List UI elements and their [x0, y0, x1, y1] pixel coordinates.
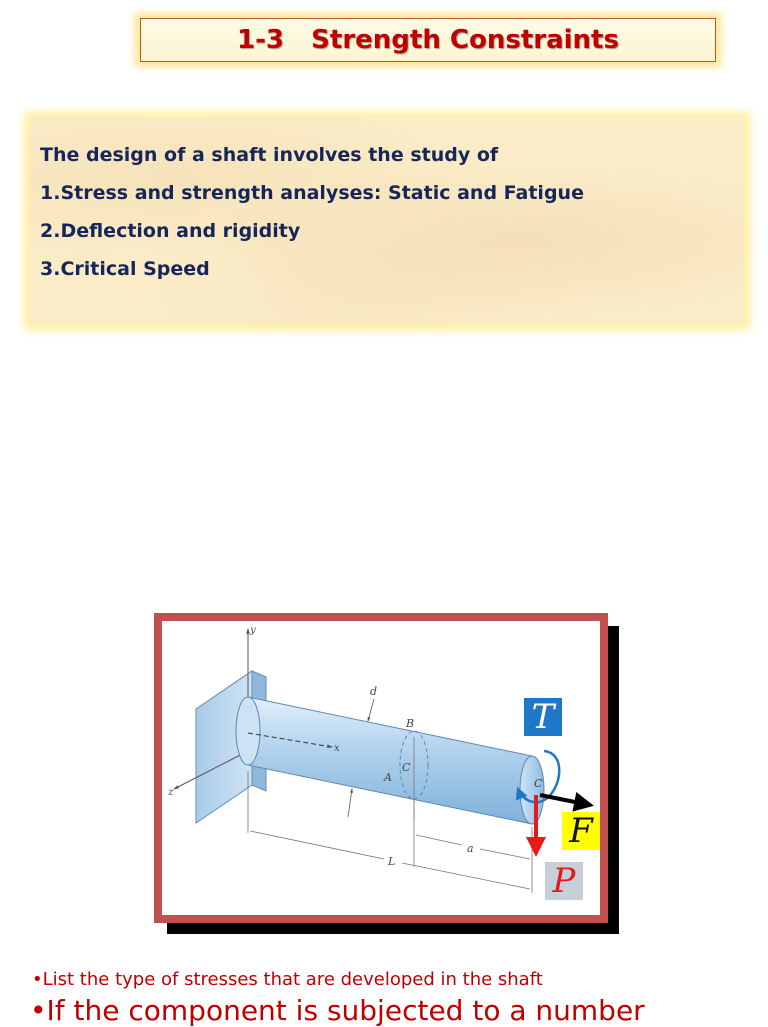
- dim-line-a-right: [480, 849, 530, 859]
- dim-line-l-right: [402, 863, 530, 889]
- diameter-arrow-top: [368, 699, 374, 721]
- z-axis-label: z: [168, 787, 174, 798]
- x-axis-label: x: [334, 743, 340, 754]
- force-f-arrow: [540, 795, 590, 805]
- length-a-label: a: [467, 842, 474, 855]
- intro-item-critical-speed: 3.Critical Speed: [40, 258, 210, 280]
- bullet-subjected-loads: •If the component is subjected to a number: [30, 994, 645, 1027]
- shaft-diagram: [162, 621, 600, 915]
- dim-line-l-left: [250, 831, 384, 859]
- intro-box: [30, 118, 744, 324]
- dim-line-a-left: [416, 835, 462, 845]
- torque-label: T: [524, 698, 562, 736]
- diameter-label: d: [370, 685, 378, 698]
- force-f-label: F: [562, 812, 600, 850]
- bullet-stress-types: •List the type of stresses that are developed in the shaft: [32, 969, 543, 990]
- title-box: [140, 18, 716, 62]
- intro-heading: The design of a shaft involves the study of: [40, 144, 499, 166]
- diameter-arrow-bottom: [348, 789, 352, 817]
- page-title: 1-3 Strength Constraints: [237, 25, 619, 55]
- intro-item-stress: 1.Stress and strength analyses: Static and Fatigue: [40, 182, 584, 204]
- shaft-figure: [154, 613, 608, 923]
- point-c-mid-label: C: [402, 761, 411, 774]
- intro-item-deflection: 2.Deflection and rigidity: [40, 220, 301, 242]
- y-axis-label: y: [250, 625, 256, 636]
- length-l-label: L: [388, 855, 396, 868]
- point-b-label: B: [406, 717, 415, 730]
- point-c-end-label: C: [534, 777, 543, 790]
- shaft-body: [236, 697, 544, 824]
- force-p-label: P: [545, 862, 583, 900]
- point-a-label: A: [384, 771, 392, 784]
